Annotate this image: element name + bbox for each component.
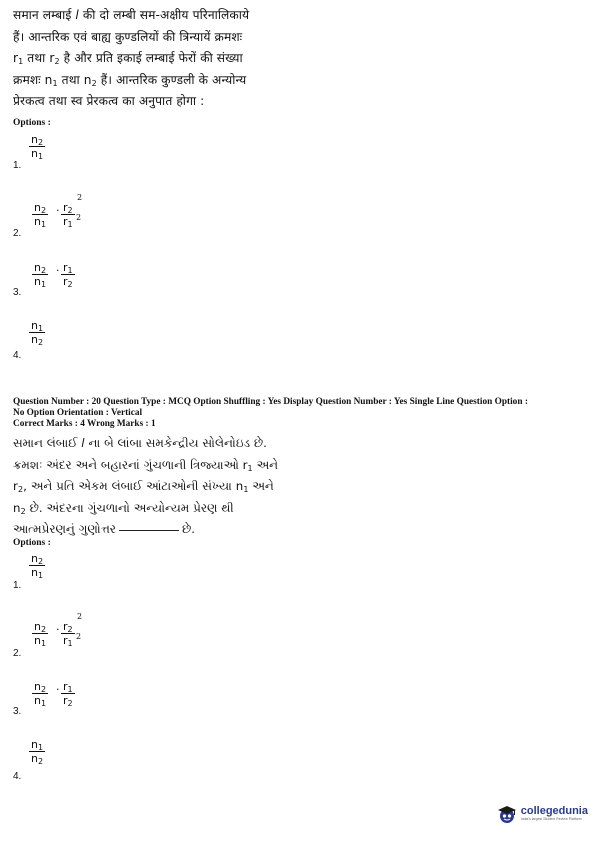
option-3-number: 3. [13, 706, 22, 717]
option-2-fraction-b[interactable] [61, 201, 75, 228]
fraction-numerator: $n_2$ [31, 552, 44, 566]
options-label: Options : [13, 118, 51, 128]
option-3-fraction-a[interactable] [32, 680, 48, 707]
gujarati-line-1: સમાન લંબાઈ l ના બે લાંબા સમકેન્દ્રીય સોલેનોઇડ છે. [13, 436, 268, 450]
option-2-number: 2. [13, 648, 22, 659]
fraction-denominator: $n_1$ [34, 275, 47, 289]
exponent: 2 [77, 612, 83, 621]
fraction-numerator: $r_2$ [63, 620, 73, 634]
logo-tagline: India's largest Student Review Platform [520, 817, 582, 821]
multiply-dot: · [56, 204, 60, 217]
fraction-denominator: $n_1$ [34, 215, 47, 229]
fraction-denominator: $n_2$ [31, 752, 44, 766]
option-3-fraction-a[interactable] [32, 261, 48, 288]
exponent: 2 [76, 632, 82, 641]
fraction-denominator: $n_1$ [34, 694, 47, 708]
fraction-numerator: $n_2$ [34, 620, 47, 634]
fraction-numerator: $n_2$ [34, 201, 47, 215]
option-1-number: 1. [13, 580, 22, 591]
multiply-dot: · [56, 623, 60, 636]
meta-line-2: No Option Orientation : Vertical [13, 408, 143, 418]
logo-text [521, 806, 588, 822]
option-1-number: 1. [13, 160, 22, 171]
option-3-fraction-b[interactable] [61, 261, 75, 288]
answer-blank [119, 530, 179, 531]
question-meta [13, 397, 588, 430]
fraction-denominator: $n_1$ [31, 566, 44, 580]
fraction-denominator: $r_1$ [63, 215, 73, 229]
option-1-fraction[interactable] [29, 133, 45, 160]
logo-name: collegedunia [520, 805, 588, 817]
fraction-denominator: $n_2$ [31, 333, 44, 347]
fraction-numerator: $n_2$ [34, 261, 47, 275]
graduate-cap-icon [496, 803, 518, 825]
options-label: Options : [13, 538, 51, 548]
option-2-number: 2. [13, 228, 22, 239]
hindi-line-3: $r_1$ तथा $r_2$ है और प्रति इकाई लम्बाई फेरों की संख्या [13, 51, 243, 66]
gujarati-line-2: ક્રમશઃ અંદર અને બહારનાં ગુંચળાની ત્રિજ્યાઓ $r_1$ અને [13, 457, 279, 473]
fraction-numerator: $n_1$ [31, 738, 44, 752]
option-1-fraction[interactable] [29, 552, 45, 579]
option-3-fraction-b[interactable] [61, 680, 75, 707]
option-4-fraction[interactable] [29, 319, 45, 346]
fraction-numerator: $r_2$ [63, 201, 73, 215]
multiply-dot: · [56, 264, 60, 277]
question-text-hindi [13, 5, 249, 113]
hindi-line-4: क्रमशः $n_1$ तथा $n_2$ हैं। आन्तरिक कुण्डली के अन्योन्य [13, 72, 247, 88]
meta-line-1: Question Number : 20 Question Type : MCQ Option Shuffling : Yes Display Question Number : Yes Single Line Question Option : [13, 397, 528, 407]
fraction-denominator: $r_2$ [63, 275, 73, 289]
option-2-fraction-a[interactable] [32, 201, 48, 228]
fraction-numerator: $n_1$ [31, 319, 44, 333]
fraction-numerator: $r_1$ [63, 261, 73, 275]
fraction-numerator: $n_2$ [34, 680, 47, 694]
gujarati-line-3: $r_2$, અને પ્રતિ એકમ લંબાઈ આંટાઓની સંખ્યા $n_1$ અને [13, 479, 274, 495]
hindi-line-2: हैं। आन्तरिक एवं बाह्य कुण्डलियों की त्रिन्यायें क्रमशः [13, 29, 243, 44]
gujarati-line-4: $n_2$ છે. અંદરના ગુંચળાનો અન્યોન્યમ પ્રેરણ થી [13, 500, 234, 516]
collegedunia-logo[interactable] [496, 803, 588, 825]
option-4-number: 4. [13, 350, 22, 361]
question-text-gujarati [13, 433, 278, 541]
fraction-denominator: $n_1$ [31, 147, 44, 161]
exponent: 2 [77, 193, 83, 202]
option-4-number: 4. [13, 771, 22, 782]
hindi-line-1: समान लम्बाई l की दो लम्बी सम-अक्षीय परिनालिकाये [13, 8, 250, 22]
multiply-dot: · [56, 683, 60, 696]
option-2-fraction-a[interactable] [32, 620, 48, 647]
fraction-denominator: $n_1$ [34, 634, 47, 648]
option-4-fraction[interactable] [29, 738, 45, 765]
fraction-numerator: $n_2$ [31, 133, 44, 147]
fraction-denominator: $r_2$ [63, 694, 73, 708]
fraction-numerator: $r_1$ [63, 680, 73, 694]
option-2-fraction-b[interactable] [61, 620, 75, 647]
fraction-denominator: $r_1$ [63, 634, 73, 648]
exponent: 2 [76, 213, 82, 222]
gujarati-line-5: આત્મપ્રેરણનું ગુણોત્તર છે. [13, 522, 196, 537]
hindi-line-5: प्रेरकत्व तथा स्व प्रेरकत्व का अनुपात होगा : [13, 94, 205, 108]
option-3-number: 3. [13, 287, 22, 298]
marks-line: Correct Marks : 4 Wrong Marks : 1 [13, 419, 156, 429]
